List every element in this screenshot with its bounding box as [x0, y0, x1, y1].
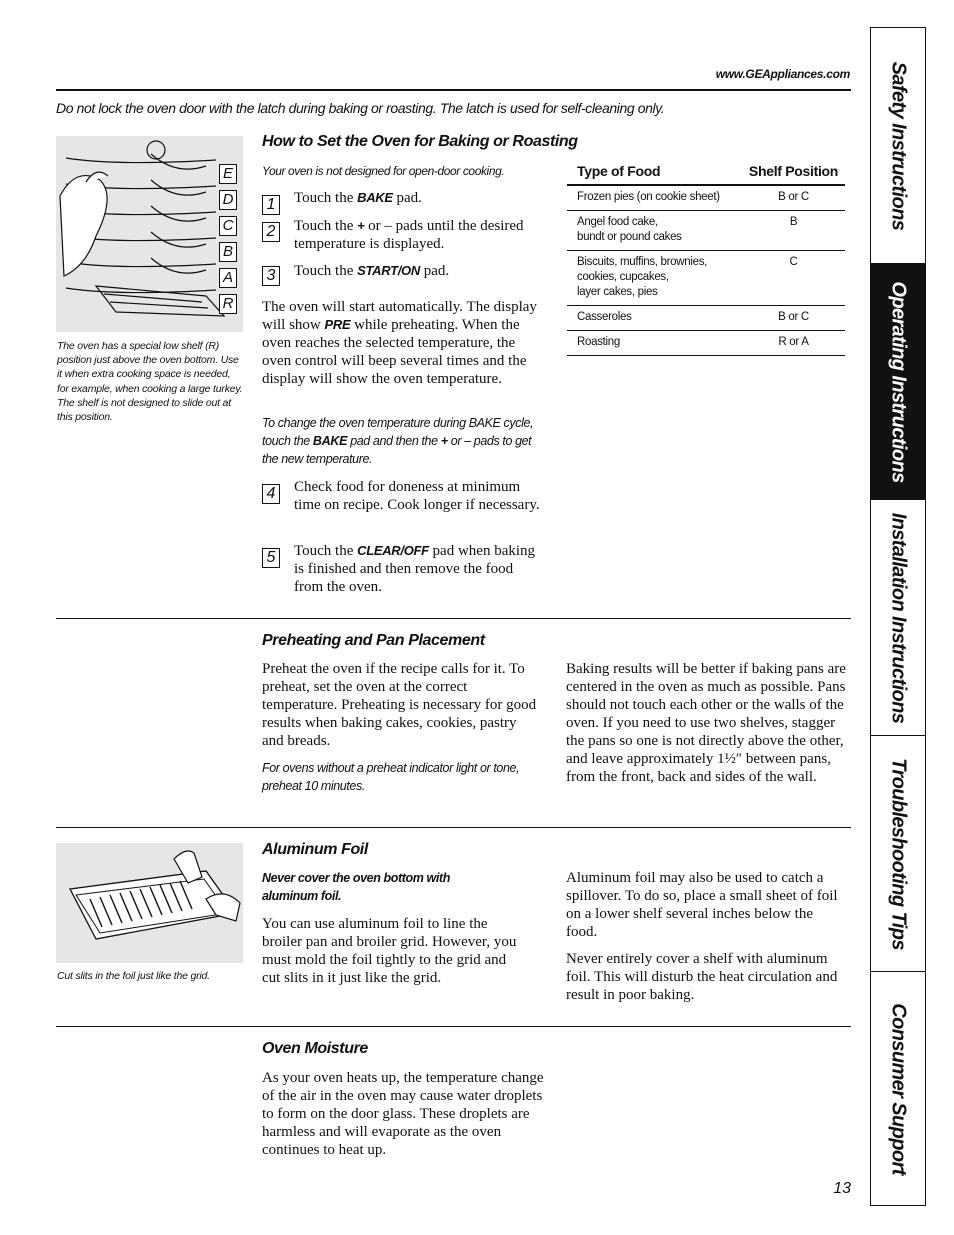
- header-type-of-food: Type of Food: [577, 163, 661, 179]
- shelf-letter: C: [219, 216, 237, 236]
- section-sidebar: [870, 27, 926, 1206]
- section-divider-1: [56, 618, 851, 619]
- preheat-section-title: Preheating and Pan Placement: [262, 632, 485, 649]
- foil-section-title: Aluminum Foil: [262, 841, 368, 858]
- change-temp-text-3: or – pads to get the new temperature.: [262, 434, 532, 466]
- shelf-letter: D: [219, 190, 237, 210]
- preheat-display-text: The oven will start automatically. The display will show: [262, 299, 537, 333]
- preheat-display-paragraph: [262, 298, 542, 388]
- table-cell-food: Biscuits, muffins, brownies, cookies, cupcakes, layer cakes, pies: [577, 256, 708, 298]
- tab-installation-instructions[interactable]: [871, 500, 925, 736]
- tab-troubleshooting-tips[interactable]: [871, 736, 925, 972]
- oven-shelf-illustration: [56, 136, 243, 332]
- baking-section-title: How to Set the Oven for Baking or Roasting: [262, 133, 578, 150]
- tab-operating-label: Operating Instructions: [887, 280, 910, 483]
- step-1-text: Touch the: [294, 190, 358, 206]
- shelf-position-table: [567, 160, 845, 356]
- website-url: www.GEAppliances.com: [715, 67, 850, 81]
- foil-shelf-warning-text: Never entirely cover a shelf with aluminum foil. This will disturb the heat circulation and result in poor baking.: [566, 951, 838, 1003]
- table-cell-food: Frozen pies (on cookie sheet): [577, 191, 720, 203]
- table-cell-shelf: C: [789, 256, 798, 268]
- plus-key: +: [357, 218, 365, 233]
- step-4: [262, 478, 542, 514]
- table-cell-shelf: B: [789, 216, 798, 228]
- preheat-display-text-end: while preheating. When the oven reaches the selected temperature, the oven control will beep several times and the display will show the oven temperature.: [262, 317, 527, 387]
- step-5: [262, 542, 542, 596]
- step-1: [262, 189, 542, 213]
- change-temp-text-2: pad and then the: [347, 434, 441, 448]
- table-cell-shelf: B or C: [778, 191, 809, 203]
- pre-display-key: PRE: [324, 317, 351, 332]
- step-number-2: 2: [262, 222, 280, 242]
- foil-caption: Cut slits in the foil just like the grid.: [57, 970, 210, 982]
- preheat-text: Preheat the oven if the recipe calls for it. To preheat, set the oven at the correct temperature. Preheating is necessary for good results when baking cakes, cookies, pastry and breads.: [262, 661, 537, 749]
- header-rule: [56, 89, 851, 91]
- table-row: [567, 306, 845, 331]
- latch-warning: Do not lock the oven door with the latch during baking or roasting. The latch is used for self-cleaning only.: [56, 100, 665, 116]
- table-cell-food: Angel food cake, bundt or pound cakes: [577, 216, 682, 243]
- step-5-text-end: pad when baking is finished and then remove the food from the oven.: [294, 543, 536, 595]
- table-cell-shelf: R or A: [778, 336, 809, 348]
- step-3-text-end: pad.: [419, 263, 450, 279]
- tab-installation-label: Installation Instructions: [887, 512, 910, 723]
- shelf-letter-column: [219, 164, 239, 320]
- foil-spillover-text: Aluminum foil may also be used to catch a spillover. To do so, place a small sheet of foil on a lower shelf several inches below the food.: [566, 870, 838, 940]
- tab-operating-instructions[interactable]: [871, 264, 925, 500]
- change-bake-key: BAKE: [312, 434, 348, 448]
- step-2-text: Touch the: [294, 218, 358, 234]
- shelf-letter: E: [219, 164, 237, 184]
- table-cell-food: Casseroles: [577, 311, 632, 323]
- step-number-5: 5: [262, 548, 280, 568]
- tab-safety-instructions[interactable]: [871, 28, 925, 264]
- step-2: [262, 217, 542, 253]
- moisture-text: As your oven heats up, the temperature change of the air in the oven may cause water droplets to form on the door glass. These droplets are harmless and will evaporate as the oven continues to heat up.: [262, 1070, 544, 1158]
- shelf-letter: A: [219, 268, 237, 288]
- step-2-text-end: or – pads until the desired temperature is displayed.: [294, 218, 524, 252]
- tab-consumer-support[interactable]: [871, 972, 925, 1205]
- oven-shelf-drawing: [56, 136, 243, 332]
- step-5-text: Touch the: [294, 543, 358, 559]
- step-number-4: 4: [262, 484, 280, 504]
- pan-placement-text: Baking results will be better if baking pans are centered in the oven as much as possible. Pans should not touch each other or the walls of the oven. If you need to use two shelves, stagger the pans so one is not directly above the other, and leave approximately 1½″ between pans, from the front, back and sides of the wall.: [566, 661, 846, 785]
- step-number-3: 3: [262, 266, 280, 286]
- tab-consumer-label: Consumer Support: [887, 1002, 910, 1175]
- change-temp-text-1: To change the oven temperature during BAKE cycle, touch the: [262, 416, 534, 448]
- shelf-letter: R: [219, 294, 237, 314]
- preheat-note: For ovens without a preheat indicator light or tone, preheat 10 minutes.: [262, 761, 520, 793]
- bake-key: BAKE: [357, 190, 393, 205]
- header-shelf-position: Shelf Position: [748, 163, 839, 179]
- step-number-1: 1: [262, 195, 280, 215]
- start-on-key: START/ON: [357, 263, 420, 278]
- shelf-letter: B: [219, 242, 237, 262]
- foil-grid-drawing: [56, 843, 243, 963]
- table-row: [567, 211, 845, 251]
- table-cell-food: Roasting: [577, 336, 620, 348]
- open-door-note: Your oven is not designed for open-door cooking.: [262, 164, 505, 178]
- foil-bottom-warning: Never cover the oven bottom with aluminum foil.: [262, 871, 450, 903]
- table-row: [567, 186, 845, 211]
- clear-off-key: CLEAR/OFF: [357, 543, 429, 558]
- foil-text: You can use aluminum foil to line the broiler pan and broiler grid. However, you must mold the foil tightly to the grid and cut slits in it just like the grid.: [262, 916, 517, 986]
- step-1-text-end: pad.: [392, 190, 422, 206]
- table-row: [567, 251, 845, 306]
- table-header-row: [567, 160, 845, 186]
- foil-grid-illustration: [56, 843, 243, 963]
- change-temp-note: [262, 414, 542, 468]
- step-3-text: Touch the: [294, 263, 358, 279]
- tab-safety-label: Safety Instructions: [887, 61, 910, 230]
- step-3: [262, 262, 542, 284]
- shelf-caption: The oven has a special low shelf (R) position just above the oven bottom. Use it when extra cooking space is needed, for example, when cooking a large turkey. The shelf is not designed to slide out at this position.: [57, 340, 243, 424]
- change-plus-key: +: [440, 434, 448, 448]
- section-divider-2: [56, 827, 851, 828]
- page-number: 13: [833, 1180, 851, 1197]
- table-cell-shelf: B or C: [778, 311, 809, 323]
- section-divider-3: [56, 1026, 851, 1027]
- step-4-text: Check food for doneness at minimum time on recipe. Cook longer if necessary.: [294, 479, 540, 513]
- moisture-section-title: Oven Moisture: [262, 1040, 368, 1057]
- table-row: [567, 331, 845, 356]
- tab-troubleshooting-label: Troubleshooting Tips: [887, 757, 910, 950]
